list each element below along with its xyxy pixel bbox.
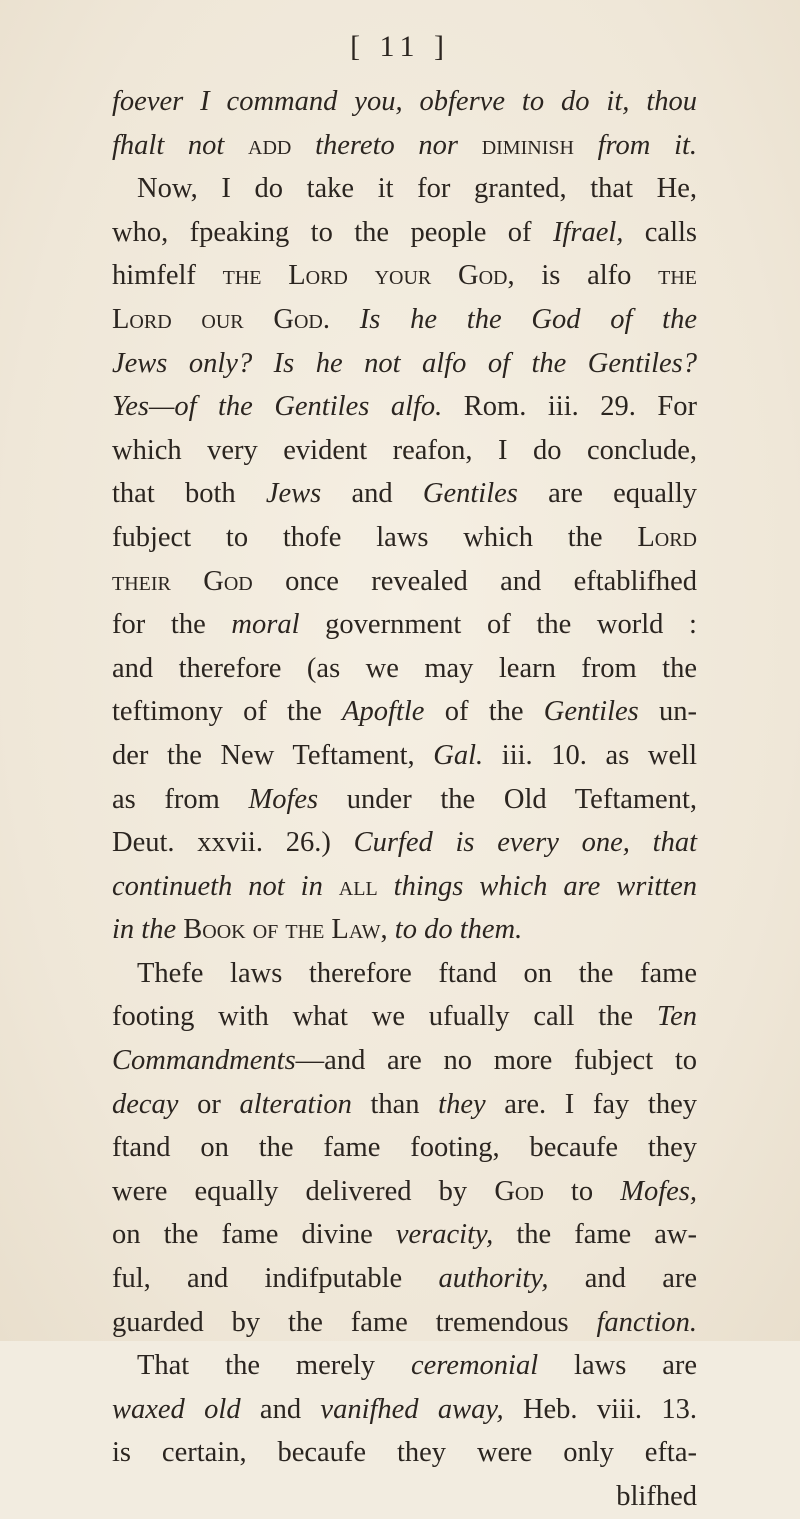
text-line-11: fubject to thofe laws which the Lord — [112, 521, 697, 553]
text-line-16: der the New Teftament, Gal. iii. 10. as well — [112, 739, 697, 771]
text-line-14: and therefore (as we may learn from the — [112, 652, 697, 684]
text-line-4: who, fpeaking to the people of Ifrael, calls — [112, 216, 698, 248]
text-line-1: foever I command you, obferve to do it, thou — [112, 86, 697, 117]
text-line-7: Jews only? Is he not alfo of the Gentiles? — [112, 347, 697, 379]
text-line-24: decay or alteration than they are. I fay they — [112, 1088, 697, 1120]
text-line-28: ful, and indifputable authority, and are — [112, 1263, 697, 1295]
text-line-2: fhalt not add thereto nor diminish from it. — [112, 129, 698, 161]
text-line-3: Now, I do take it for granted, that He, — [137, 173, 697, 205]
text-line-26: were equally delivered by God to Mofes, — [112, 1175, 697, 1207]
text-line-23: Commandments—and are no more fubject to — [112, 1045, 697, 1077]
text-line-25: ftand on the fame footing, becaufe they — [112, 1132, 697, 1164]
page-body — [112, 80, 697, 1519]
text-line-32: is certain, becaufe they were only efta- — [112, 1437, 697, 1469]
catchword: blifhed — [616, 1481, 697, 1512]
text-line-18: Deut. xxvii. 26.) Curfed is every one, that — [112, 827, 697, 859]
text-line-20: in the Book of the Law, to do them. — [112, 914, 523, 946]
page-header: [ 11 ] — [350, 30, 450, 63]
text-line-17: as from Mofes under the Old Teftament, — [112, 783, 697, 815]
text-line-13: for the moral government of the world : — [112, 609, 697, 641]
text-line-5: himfelf the Lord your God, is alfo the — [112, 260, 697, 292]
text-line-10: that both Jews and Gentiles are equally — [112, 478, 697, 510]
text-line-19: continueth not in all things which are written — [112, 870, 697, 902]
text-line-15: teftimony of the Apoftle of the Gentiles un- — [112, 696, 697, 728]
text-line-6: Lord our God. Is he the God of the — [112, 303, 697, 335]
text-line-30: That the merely ceremonial laws are — [137, 1350, 698, 1382]
text-line-27: on the fame divine veracity, the fame aw- — [112, 1219, 698, 1251]
text-line-21: Thefe laws therefore ftand on the fame — [137, 957, 697, 989]
text-line-31: waxed old and vanifhed away, Heb. viii. 13. — [112, 1393, 697, 1425]
text-line-22: footing with what we ufually call the Ten — [112, 1001, 697, 1033]
text-line-8: Yes—of the Gentiles alfo. Rom. iii. 29. For — [112, 391, 697, 423]
text-line-29: guarded by the fame tremendous fanction. — [112, 1306, 697, 1338]
text-line-12: their God once revealed and eftablifhed — [112, 565, 697, 597]
text-line-9: which very evident reafon, I do conclude, — [112, 434, 697, 466]
